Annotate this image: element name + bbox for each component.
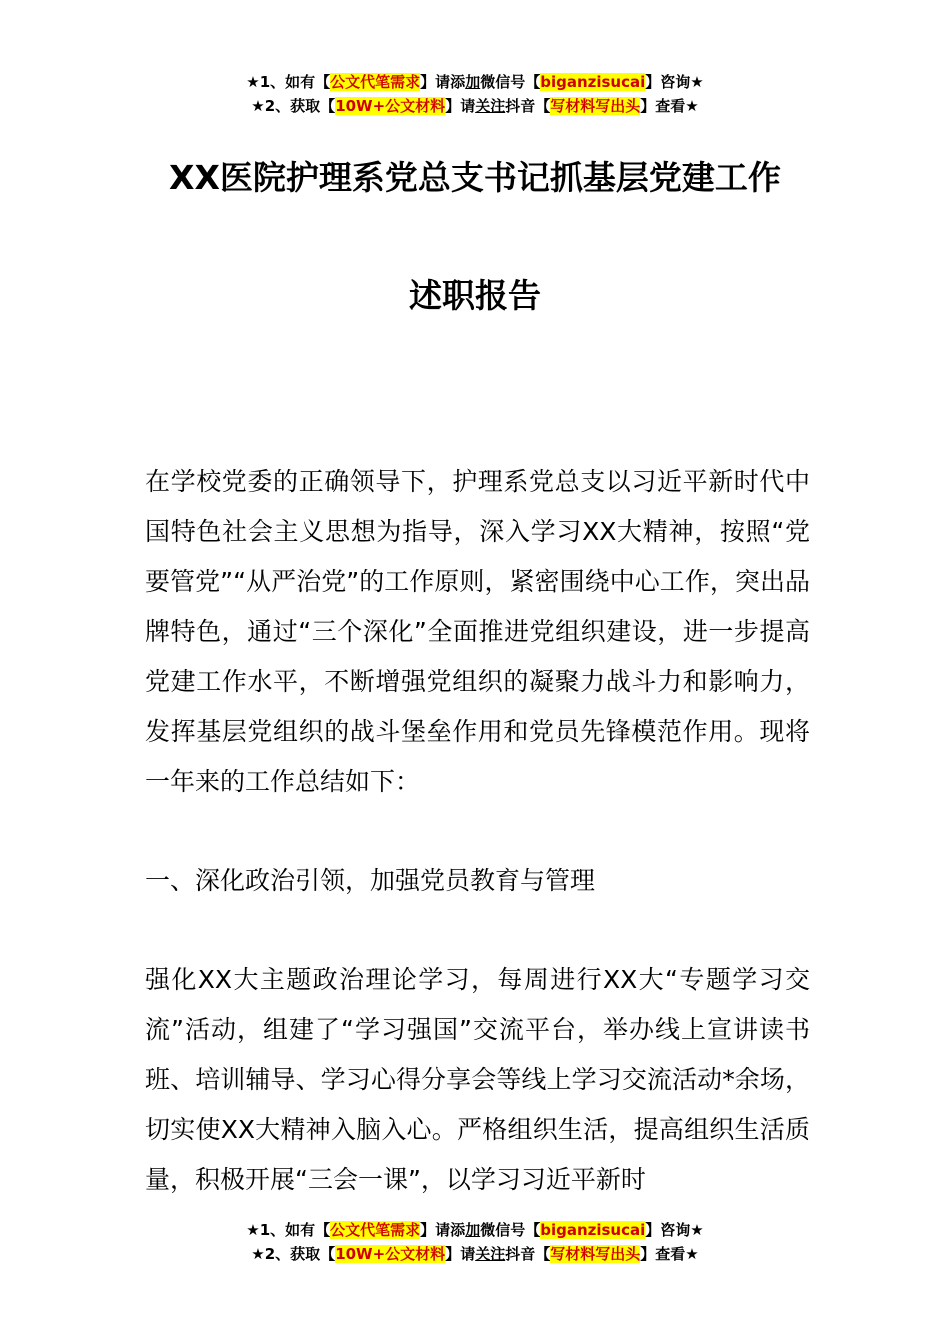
promo-highlight: 10W+公文材料	[335, 1245, 446, 1263]
promo-underlined-text: 加	[465, 1221, 481, 1239]
promo-banner-bottom	[0, 1218, 950, 1266]
promo-text: ★1、如有【	[246, 1221, 331, 1239]
promo-line-2	[0, 94, 950, 118]
promo-text: ★2、获取【	[251, 1245, 336, 1263]
section-heading: 一、深化政治引领，加强党员教育与管理	[145, 866, 596, 895]
promo-highlight: 写材料写出头	[550, 97, 641, 115]
promo-line-2	[0, 1242, 950, 1266]
promo-text: 】咨询★	[645, 73, 704, 91]
promo-text: 微信号【	[480, 1221, 541, 1239]
promo-line-1	[0, 70, 950, 94]
promo-highlight: 公文代笔需求	[330, 1221, 421, 1239]
section-paragraph: 强化XX大主题政治理论学习，每周进行XX大“专题学习交流”活动，组建了“学习强国”交流平台，举办线上宣讲读书班、培训辅导、学习心得分享会等线上学习交流活动*余场，切实使XX大精神入脑入心。严格组织生活，提高组织生活质量，积极开展“三会一课”，以学习习近平新时	[145, 965, 810, 1194]
promo-text: ★2、获取【	[251, 97, 336, 115]
document-title-line-2: 述职报告	[409, 276, 541, 315]
promo-text: 】查看★	[640, 1245, 699, 1263]
promo-text: 】请	[445, 1245, 476, 1263]
promo-text: ★1、如有【	[246, 73, 331, 91]
promo-underlined-text: 关注	[475, 1245, 506, 1263]
promo-highlight: biganzisucai	[540, 1221, 646, 1239]
promo-highlight: 写材料写出头	[550, 1245, 641, 1263]
promo-highlight: 公文代笔需求	[330, 73, 421, 91]
promo-text: 】请添	[420, 73, 466, 91]
promo-text: 】咨询★	[645, 1221, 704, 1239]
promo-text: 抖音【	[505, 1245, 551, 1263]
document-title-line-1: XX医院护理系党总支书记抓基层党建工作	[169, 158, 781, 197]
promo-text: 微信号【	[480, 73, 541, 91]
promo-text: 】请添	[420, 1221, 466, 1239]
promo-text: 抖音【	[505, 97, 551, 115]
promo-text: 】请	[445, 97, 476, 115]
promo-line-1	[0, 1218, 950, 1242]
promo-banner-top	[0, 70, 950, 118]
promo-underlined-text: 关注	[475, 97, 506, 115]
intro-paragraph: 在学校党委的正确领导下，护理系党总支以习近平新时代中国特色社会主义思想为指导，深入学习XX大精神，按照“党要管党”“从严治党”的工作原则，紧密围绕中心工作，突出品牌特色，通过“三个深化”全面推进党组织建设，进一步提高党建工作水平，不断增强党组织的凝聚力战斗力和影响力，发挥基层党组织的战斗堡垒作用和党员先锋模范作用。现将一年来的工作总结如下：	[145, 467, 810, 796]
promo-highlight: biganzisucai	[540, 73, 646, 91]
promo-underlined-text: 加	[465, 73, 481, 91]
promo-highlight: 10W+公文材料	[335, 97, 446, 115]
promo-text: 】查看★	[640, 97, 699, 115]
